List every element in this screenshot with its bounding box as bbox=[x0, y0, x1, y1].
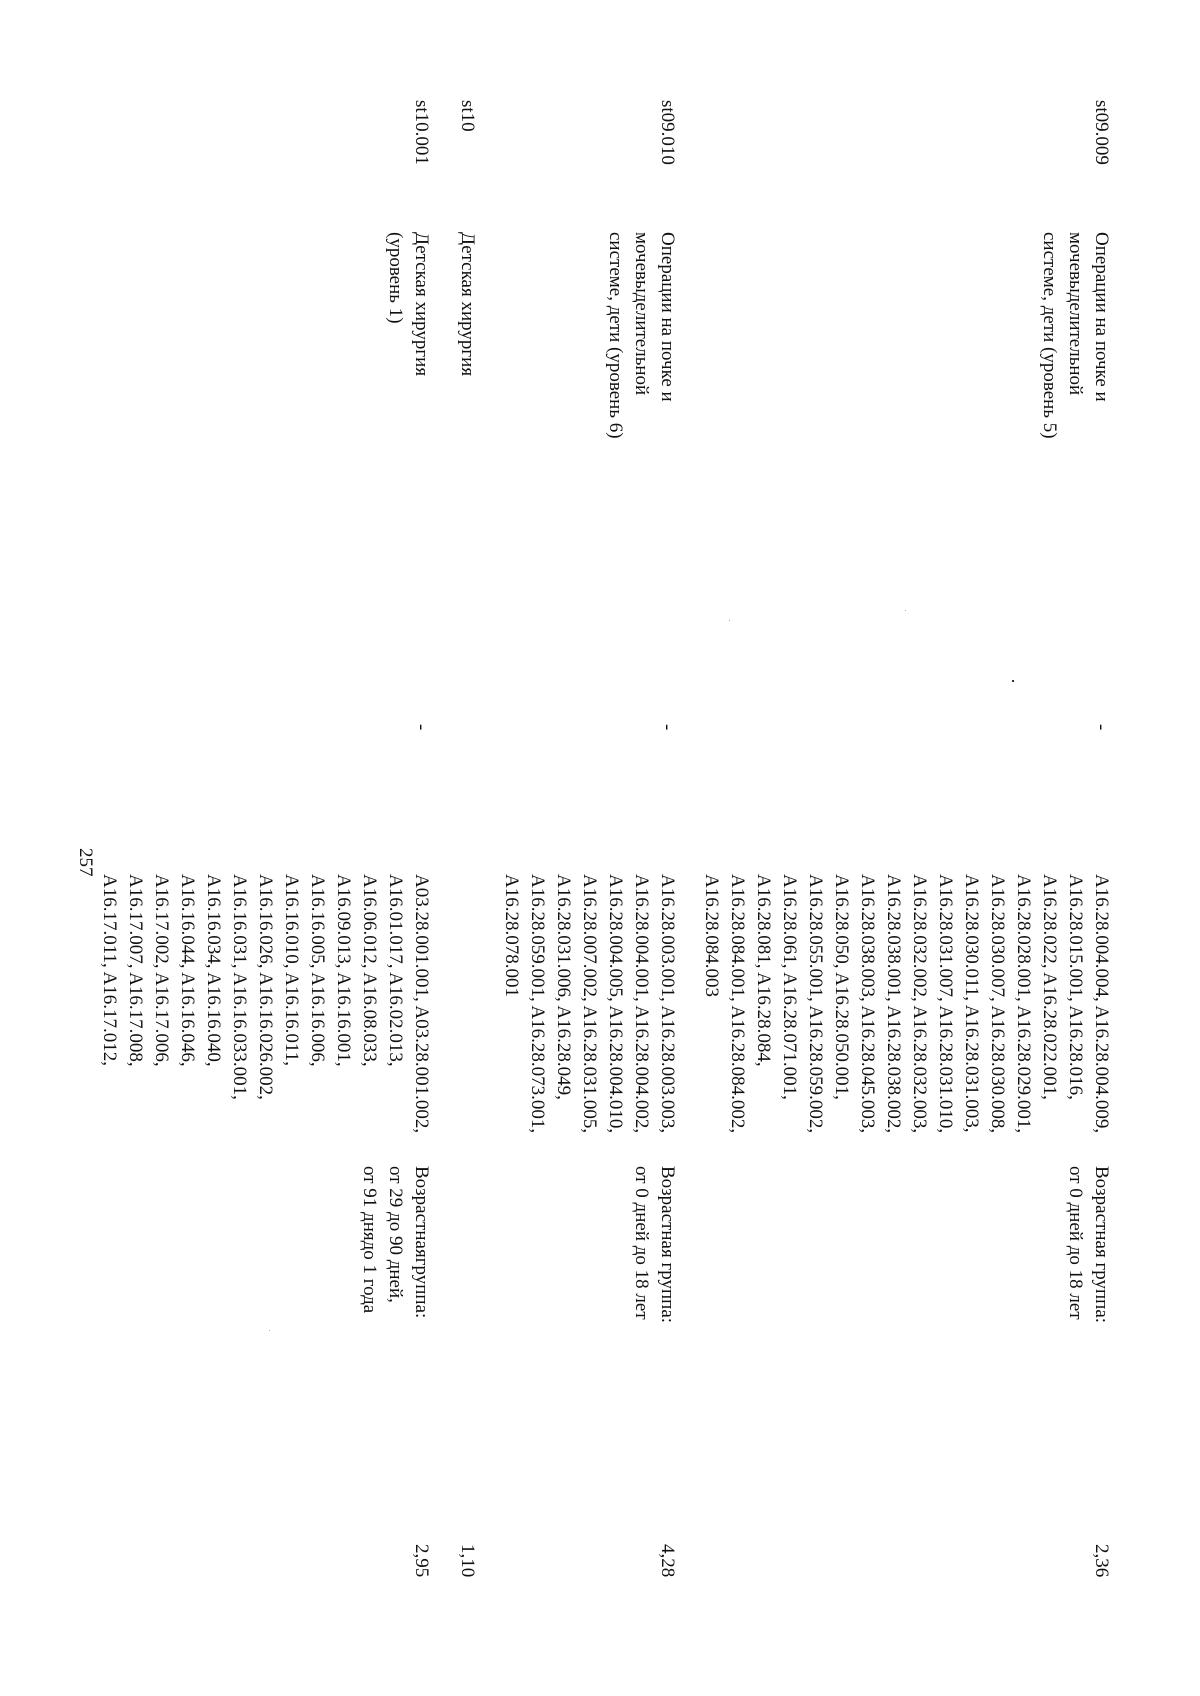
row-name: Детская хирургия bbox=[457, 232, 478, 377]
row-dash: - bbox=[411, 724, 432, 731]
page-number: 257 bbox=[75, 848, 96, 877]
row-criteria: Возрастнаягруппа: от 29 до 90 дней, от 91 днядо 1 года bbox=[359, 1166, 432, 1319]
row-services: A03.28.001.001, A03.28.001.002, A16.01.017, A16.02.013, A16.06.012, A16.08.033, A16.09.013, A16.16.001, A16.16.005, A16.16.006, A16.16.010, A16.16.011, A16.16.026, A16.16.026.002, A16.16.031, A16.16.033.001, A16.16.034, A16.16.040, A16.16.044, A16.16.046, A16.17.002, A16.17.006, A16.17.007, A16.17.008, A16.17.011, A16.17.012, bbox=[99, 874, 432, 1134]
row-dash: - bbox=[1091, 724, 1112, 731]
scan-speck bbox=[905, 610, 906, 611]
row-services: A16.28.003.001, A16.28.003.003, A16.28.004.001, A16.28.004.002, A16.28.004.005, A16.28.004.010, A16.28.007.002, A16.28.031.005, A16.28.031.006, A16.28.049, A16.28.059.001, A16.28.073.001, A16.28.078.001 bbox=[501, 874, 678, 1134]
scan-speck bbox=[729, 620, 730, 621]
row-services: A16.28.004.004, A16.28.004.009, A16.28.015.001, A16.28.016, A16.28.022, A16.28.022.001, A16.28.028.001, A16.28.029.001, A16.28.030.007, A16.28.030.008, A16.28.030.011, A16.28.031.003, A16.28.031.007, A16.28.031.010, A16.28.032.002, A16.28.032.003, A16.28.038.001, A16.28.038.002, A16.28.038.003, A16.28.045.003, A16.28.050, A16.28.050.001, A16.28.055.001, A16.28.059.002, A16.28.061, A16.28.071.001, A16.28.081, A16.28.084, A16.28.084.001, A16.28.084.002, A16.28.084.003 bbox=[701, 874, 1112, 1134]
row-code: st09.009 bbox=[1091, 100, 1112, 165]
row-criteria: Возрастная группа: от 0 дней до 18 лет bbox=[631, 1166, 678, 1324]
scan-speck bbox=[269, 1330, 270, 1331]
row-code: st09.010 bbox=[657, 100, 678, 165]
row-code: st10.001 bbox=[411, 100, 432, 165]
row-name: Детская хирургия (уровень 1) bbox=[385, 232, 432, 377]
row-name: Операции на почке и мочевыделительной системе, дети (уровень 5) bbox=[1039, 232, 1112, 439]
row-coefficient: 4,28 bbox=[657, 1544, 678, 1578]
row-coefficient: 2,36 bbox=[1091, 1544, 1112, 1578]
row-coefficient: 1,10 bbox=[457, 1544, 478, 1578]
row-dash: - bbox=[657, 724, 678, 731]
row-coefficient: 2,95 bbox=[411, 1544, 432, 1578]
row-name: Операции на почке и мочевыделительной системе, дети (уровень 6) bbox=[605, 232, 678, 439]
row-criteria: Возрастная группа: от 0 дней до 18 лет bbox=[1065, 1166, 1112, 1324]
scan-speck bbox=[1012, 680, 1014, 682]
row-code: st10 bbox=[457, 100, 478, 132]
